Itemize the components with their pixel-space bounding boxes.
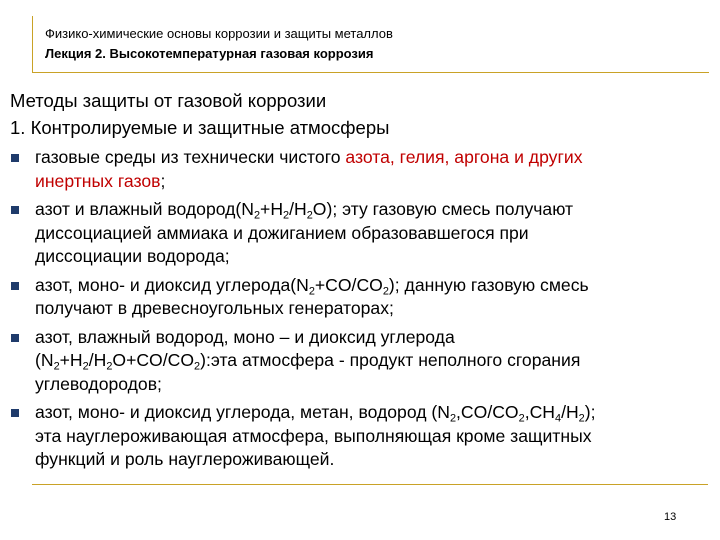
text-run: /H — [88, 350, 107, 370]
square-bullet-icon — [11, 206, 19, 214]
bullet-item — [10, 401, 710, 472]
subscript: 2 — [382, 284, 389, 297]
subscript: 2 — [53, 360, 60, 373]
text-run: (N — [35, 350, 54, 370]
bullet-text-line — [35, 274, 710, 298]
bullet-text-line — [35, 198, 710, 222]
bullet-item — [10, 326, 710, 397]
subscript: 2 — [253, 209, 261, 222]
bullet-text-line — [35, 222, 710, 246]
bullet-list — [10, 146, 710, 477]
bullet-text-line — [35, 373, 710, 397]
lecture-title: Лекция 2. Высокотемпературная газовая коррозия — [45, 46, 374, 61]
highlighted-text: инертных газов — [35, 170, 161, 191]
text-run: получают в древесноугольных генераторах; — [35, 298, 394, 318]
subscript: 2 — [306, 209, 313, 222]
highlighted-text: азота, гелия, аргона и других — [345, 147, 583, 167]
text-run: ,CO/CO — [456, 402, 519, 422]
text-run: +CO/CO — [314, 274, 383, 295]
subscript: 2 — [194, 360, 201, 373]
text-run: O); эту газовую смесь получают — [312, 199, 574, 219]
text-run: эта науглероживающая атмосфера, выполняющая кроме защитных — [35, 425, 592, 446]
bullet-text-line — [35, 326, 710, 350]
subscript: 2 — [308, 284, 315, 297]
bullet-item — [10, 274, 710, 321]
text-run: функций и роль науглероживающей. — [35, 449, 335, 469]
text-run: +H — [59, 350, 83, 370]
subscript: 2 — [578, 412, 585, 425]
subsection-title: 1. Контролируемые и защитные атмосферы — [10, 117, 390, 138]
page-number: 13 — [664, 511, 677, 523]
subscript: 2 — [449, 412, 457, 425]
bullet-item — [10, 198, 710, 269]
text-run: азот, моно- и диоксид углерода, метан, водород (N — [35, 402, 450, 422]
text-run: диссоциацией аммиака и дожиганием образовавшегося при — [35, 222, 529, 243]
text-run: азот, влажный водород, моно – и диоксид углерода — [35, 326, 455, 347]
subscript: 2 — [106, 360, 113, 373]
bullet-text-line — [35, 425, 710, 449]
subscript: 4 — [555, 412, 562, 425]
bullet-text-line — [35, 297, 710, 321]
subscript: 2 — [82, 360, 89, 373]
bullet-text-line — [35, 349, 710, 373]
text-run: углеводородов; — [35, 373, 162, 394]
text-run: ); данную газовую смесь — [388, 274, 589, 295]
subscript: 2 — [283, 209, 290, 222]
section-title: Методы защиты от газовой коррозии — [10, 90, 327, 111]
bullet-item — [10, 146, 710, 193]
text-run: ); — [584, 402, 596, 422]
text-run: /H — [289, 199, 307, 219]
text-run: диссоциации водорода; — [35, 246, 230, 266]
square-bullet-icon — [11, 334, 19, 342]
footer-divider — [32, 484, 708, 485]
square-bullet-icon — [11, 282, 19, 290]
text-run: /H — [561, 402, 579, 422]
bullet-text-line — [35, 448, 710, 472]
bullet-text-line — [35, 401, 710, 425]
text-run: +H — [260, 199, 284, 219]
slide-header — [32, 16, 709, 73]
subscript: 2 — [518, 412, 525, 425]
text-run: ,CH — [524, 402, 555, 422]
bullet-text-line — [35, 245, 710, 269]
text-run: ):эта атмосфера - продукт неполного сгорания — [200, 350, 581, 370]
square-bullet-icon — [11, 154, 19, 162]
text-run: азот и влажный водород(N — [35, 199, 254, 219]
text-run: газовые среды из технически чистого — [35, 147, 346, 167]
text-run: ; — [160, 170, 166, 191]
square-bullet-icon — [11, 409, 19, 417]
bullet-text-line — [35, 146, 710, 170]
text-run: азот, моно- и диоксид углерода(N — [35, 274, 309, 295]
course-title: Физико-химические основы коррозии и защиты металлов — [45, 26, 393, 41]
bullet-text-line — [35, 170, 710, 194]
text-run: O+CO/CO — [112, 350, 195, 370]
